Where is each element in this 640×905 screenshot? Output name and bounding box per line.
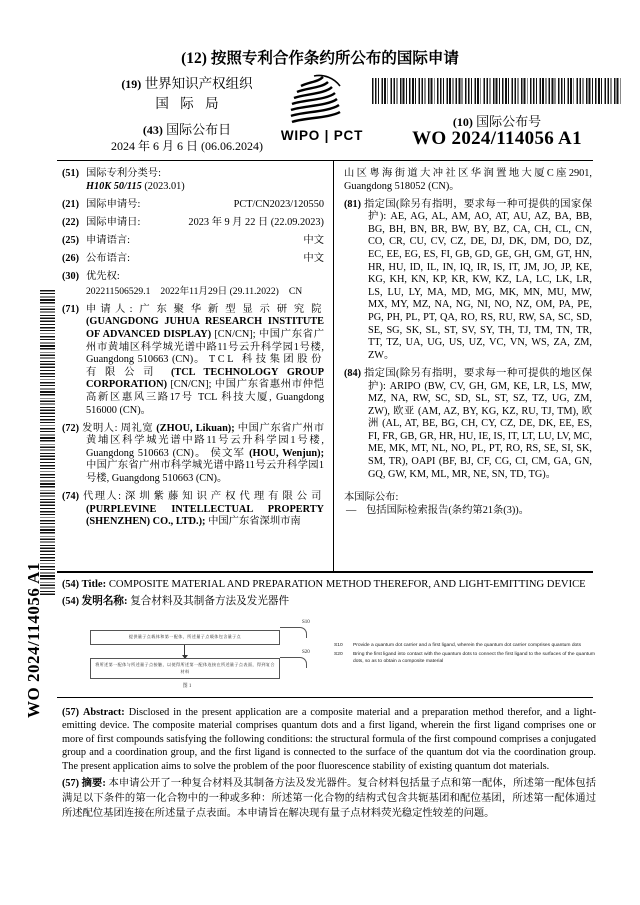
title-cn-value: 复合材料及其制备方法及发光器件 [130,596,290,607]
applicant-address: 中国广东省广州市黄埔区科学城光谱中路11号云升科学园1号楼, Guangdong 510663 (CN)。 [86,328,324,366]
field-ipc-label: 国际专利分类号: [86,168,161,179]
wipo-wordmark: WIPO | PCT [280,128,364,143]
field-designated-regions-value: ARIPO (BW, CV, GH, GM, KE, LR, LS, MW, MZ, NA, RW, SC, SD, SL, ST, SZ, TZ, UG, ZM, ZW), 欧亚 (AM, AZ, BY, KG, KZ, RU, TJ, TM), 欧洲 (AL, AT, BE, BG, CH, CY, CZ, DE, DK, EE, ES, FI, FR, GB, GR, HR, HU, IE, IS, IT, LT, LU, LV, MC, ME, MK, MT, NL, NO, PL, PT, RO, RS, SE, SI, SK, SM, TR), OAPI (BF, BJ, CF, CG, CI, CM, GA, GN, GQ, GW, KM, ML, MR, NE, SN, TD, TG)。 [368,380,592,480]
column-divider [333,161,334,571]
flowchart-leader-s20 [280,657,307,668]
field-ipc-version: (2023.01) [144,180,185,192]
title-block [62,578,596,609]
field-appdate-code: (22) [62,216,79,228]
field-designated-regions-label: 指定国(除另有指明，要求每一种可提供的地区保护): [363,367,592,392]
org-name: 世界知识产权组织 [144,76,253,91]
abstract-en-text: Disclosed in the present application are a composite material and a preparation method therefor, and a light-emitting device. The composite material comprises quantum dots and a first ligand, wherein the first ligand comprises one or more of first compounds satisfying the following conditions: the structural formula of the first compound comprises a conjugated group and a coordination group, and the first ligand is connected to the surface of the quantum dot via the coordination group. The present application aims to solve the problem of the poor fluorescence stability of existing quantum dot materials. [62,707,596,772]
title-divider [57,571,593,573]
kind-code: (12) [181,50,207,67]
abstract-english [62,706,596,773]
publication-barcode [372,78,622,104]
title-en-value: COMPOSITE MATERIAL AND PREPARATION METHOD THEREFOR, AND LIGHT-EMITTING DEVICE [108,579,586,590]
inventor2-address: 中国广东省广州市科学城光谱中路11号云升科学园1号楼, Guangdong 510663 (CN)。 [86,460,324,484]
flowchart-leader-s10 [280,627,307,638]
publication-notes [344,492,592,517]
title-en-code: (54) [62,579,79,590]
title-english [62,578,596,592]
applicant2-country-code: [CN/CN]; [170,379,212,391]
field-application-date [62,217,324,230]
pubnum-code: (10) [452,115,473,129]
bibliographic-left-column [62,168,324,534]
abstract-cn-text: 本申请公开了一种复合材料及其制备方法及发光器件。复合材料包括量子点和第一配体，所述第一配体包括满足以下条件的第一化合物中的一种或多种：所述第一化合物的结构式包含共轭基团和配位基团，所述第一配体通过所述配位基团连接在所述量子点表面。本申请旨在解决现有量子点材料荧光稳定性较差的问题。 [62,778,597,819]
list-item [334,652,596,665]
field-designated-states-code: (81) [344,198,361,210]
inventor2-name-en: (HOU, Wenjun); [249,447,324,459]
field-agent [62,491,324,529]
list-item [334,643,596,649]
abstract-en-code: (57) [62,707,79,718]
field-priority-country: CN [288,285,303,297]
side-publication-number: WO 2024/114056 A1 [24,562,43,718]
field-appdate-value: 2023 年 9 月 22 日 (22.09.2023) [188,216,324,228]
abstract-en-label: Abstract: [82,707,125,718]
field-ipc [62,168,324,193]
field-applang-value: 中文 [303,234,324,246]
step-id-s10: S10 [334,643,343,648]
field-appnum-label: 国际申请号: [86,198,141,210]
publication-number-value: WO 2024/114056 A1 [412,128,582,149]
title-en-label: Title: [81,579,107,590]
field-priority-date: 2022年11月29日 (29.11.2022) [160,285,279,297]
field-appnum-value: PCT/CN2023/120550 [233,198,324,210]
wipo-logo [272,74,370,152]
abstract-cn-code: (57) [62,778,79,789]
bibliographic-right-column [344,168,592,517]
publication-kind-header [0,46,640,68]
inventor2-name-cn: 侯文军 [210,447,246,459]
title-chinese [62,595,596,609]
applicant-name-en: (GUANGDONG JUHUA RESEARCH INSTITUTE OF ADVANCED DISPLAY) [86,316,324,340]
inventor1-name-en: (ZHOU, Likuan); [156,422,235,434]
title-cn-label: 发明名称: [81,596,128,607]
flowchart-tag-s10: S10 [302,620,310,625]
title-cn-code: (54) [62,596,79,607]
figure-step-legend [334,643,596,668]
field-agent-label: 代理人: [82,491,121,503]
kind-text: 按照专利合作条约所公布的国际申请 [210,50,459,67]
inventor1-address: 中国广东省广州市黄埔区科学城光谱中路11号云升科学园1号楼, Guangdong 510663 (CN)。 [86,422,324,459]
pubnum-label: 国际公布号 [476,114,542,129]
field-applang-label: 申请语言: [86,234,131,246]
field-appnum-code: (21) [62,198,79,210]
field-publication-language [62,253,324,266]
field-designated-states-label: 指定国(除另有指明，要求每一种可提供的国家保护): [363,198,592,223]
applicant-country-code: [CN/CN]; [214,328,256,340]
field-publang-code: (26) [62,252,79,264]
inventor1-name-cn: 周礼宽 [120,422,154,434]
figure-caption: 图 1 [182,684,192,689]
list-item [344,505,592,518]
abstract-divider [57,697,593,698]
pubdate-code: (43) [142,123,163,137]
field-ipc-code: (51) [62,168,79,179]
agent-address: 中国广东省深圳市南 [208,516,301,528]
org-bureau-label: 国 际 局 [155,96,223,111]
publication-notes-heading: 本国际公布: [344,492,399,504]
side-strip [14,300,54,880]
publication-note-text: 包括国际检索报告(条约第21条(3))。 [366,504,530,516]
figure-flowchart [62,616,330,692]
org-code: (19) [121,77,142,91]
flowchart-box-s20: 将所述第一配体与所述量子点接触，以使得所述第一配体连接在所述量子点表面，得到复合材料 [90,658,280,679]
field-publang-label: 公布语言: [86,252,131,264]
field-appdate-label: 国际申请日: [86,216,141,228]
wipo-swirl-icon [284,74,346,126]
field-designated-states-value: AE, AG, AL, AM, AO, AT, AU, AZ, BA, BB, BG, BH, BN, BR, BW, BY, BZ, CA, CH, CL, CN, CO, CR, CU, CV, CZ, DE, DJ, DK, DM, DO, DZ, EC, EE, EG, ES, FI, GB, GD, GE, GH, GM, GT, HN, HR, HU, ID, IL, IN, IQ, IR, IS, IT, JM, JO, JP, KE, KG, KH, KN, KP, KR, KW, KZ, LA, LC, LK, LR, LS, LU, LY, MA, MD, MG, MK, MN, MU, MW, MX, MY, MZ, NA, NG, NI, NO, NZ, OM, PA, PE, PG, PH, PL, PT, QA, RO, RS, RU, RW, SA, SC, SD, SE, SG, SK, SL, ST, SV, SY, TH, TJ, TM, TN, TR, TT, TZ, UA, UG, US, UZ, VC, VN, WS, ZA, ZM, ZW。 [368,211,593,361]
flowchart-box-s10: 提供量子点载体和第一配体，所述量子点载体包含量子点 [90,630,280,645]
pubdate-label: 国际公布日 [166,122,232,137]
field-designated-states [344,199,592,363]
field-applicant-label: 申请人: [85,303,133,315]
publication-date-value: 2024 年 6 月 6 日 (06.06.2024) [111,139,263,153]
field-priority-code: (30) [62,271,79,283]
field-application-language [62,235,324,248]
field-designated-regions [344,368,592,481]
organization-header [92,72,282,92]
abstract-cn-label: 摘要: [81,778,106,789]
step-text-s20: Bring the first ligand into contact with the quantum dots to connect the first ligand to the surfaces of the quantum dots, so as to obtain a composite material [353,652,595,664]
applicant-name-cn: 广东聚华新型显示研究院 [139,303,324,315]
step-text-s10: Provide a quantum dot carrier and a first ligand, wherein the quantum dot carrier comprises quantum dots [353,643,582,648]
applicant2-address: 中国广东省惠州市仲恺高新区惠风三路17号 TCL 科技大厦, Guangdong 516000 (CN)。 [86,379,325,416]
field-applicant-code: (71) [62,303,79,315]
step-id-s20: S20 [334,652,343,658]
applicant2-name-cn: TCL 科技集团股份有限公司 [86,354,325,378]
field-application-number [62,199,324,212]
publication-date-header [92,119,282,138]
field-inventors [62,423,324,486]
agent-name-en: (PURPLEVINE INTELLECTUAL PROPERTY (SHENZHEN) CO., LTD.); [86,503,324,528]
field-applicant [62,304,324,417]
field-priority-label: 优先权: [86,271,120,283]
field-applang-code: (25) [62,234,79,246]
field-designated-regions-code: (84) [344,367,361,379]
field-inventors-label: 发明人: [82,422,118,434]
field-agent-code: (74) [62,491,79,503]
agent-name-cn: 深圳紫藤知识产权代理有限公司 [125,491,324,503]
flowchart-arrow [184,645,185,658]
flowchart-tag-s20: S20 [302,650,310,655]
agent-address-continued: 山区粤海街道大冲社区华润置地大厦C座2901, Guangdong 518052 (CN)。 [344,168,592,192]
bullet-dash: — [346,504,357,516]
field-inventors-code: (72) [62,422,79,434]
field-priority-number: 202211506529.1 [86,285,151,297]
applicant2-name-en: (TCL TECHNOLOGY GROUP CORPORATION) [86,366,325,391]
abstract-chinese [62,776,596,821]
header-divider [57,160,593,161]
field-ipc-value: H10K 50/115 [86,180,142,192]
field-priority [62,271,324,298]
field-publang-value: 中文 [303,252,324,264]
